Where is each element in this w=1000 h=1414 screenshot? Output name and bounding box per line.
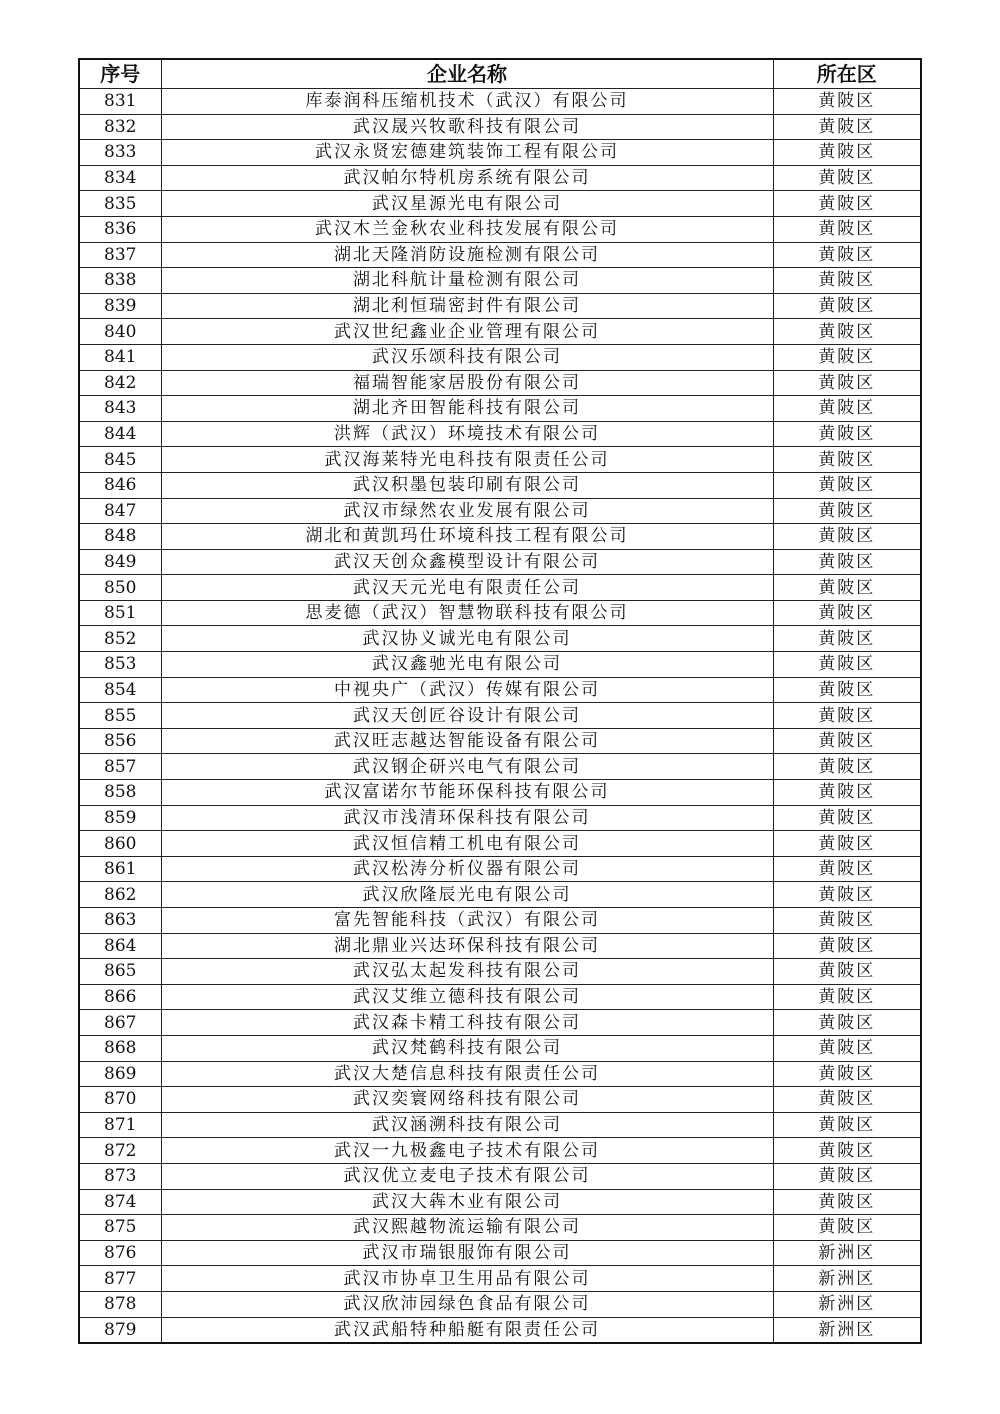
cell-district: 黄陂区 [773, 575, 921, 601]
table-row [79, 370, 921, 396]
cell-no: 850 [79, 575, 161, 601]
cell-no: 860 [79, 831, 161, 857]
table-row [79, 908, 921, 934]
table-row [79, 1061, 921, 1087]
cell-no: 833 [79, 140, 161, 166]
header-district: 所在区 [773, 59, 921, 89]
cell-name: 武汉市浅清环保科技有限公司 [161, 805, 773, 831]
cell-district: 黄陂区 [773, 703, 921, 729]
cell-district: 黄陂区 [773, 677, 921, 703]
cell-name: 武汉协义诚光电有限公司 [161, 626, 773, 652]
cell-district: 黄陂区 [773, 984, 921, 1010]
cell-district: 新洲区 [773, 1291, 921, 1317]
cell-district: 黄陂区 [773, 524, 921, 550]
table-row [79, 780, 921, 806]
cell-no: 851 [79, 600, 161, 626]
cell-district: 黄陂区 [773, 1061, 921, 1087]
cell-no: 853 [79, 652, 161, 678]
cell-no: 876 [79, 1240, 161, 1266]
cell-district: 黄陂区 [773, 165, 921, 191]
table-row [79, 575, 921, 601]
table-row [79, 191, 921, 217]
table-row [79, 1112, 921, 1138]
cell-district: 黄陂区 [773, 293, 921, 319]
table-body [79, 89, 921, 1344]
header-no: 序号 [79, 59, 161, 89]
cell-name: 思麦德（武汉）智慧物联科技有限公司 [161, 600, 773, 626]
cell-name: 武汉大楚信息科技有限责任公司 [161, 1061, 773, 1087]
table-row [79, 600, 921, 626]
cell-name: 武汉奕寰网络科技有限公司 [161, 1087, 773, 1113]
table-row [79, 242, 921, 268]
cell-no: 857 [79, 754, 161, 780]
cell-district: 新洲区 [773, 1317, 921, 1343]
table-row [79, 626, 921, 652]
cell-name: 武汉大犇木业有限公司 [161, 1189, 773, 1215]
cell-name: 武汉永贤宏德建筑装饰工程有限公司 [161, 140, 773, 166]
table-row [79, 1189, 921, 1215]
cell-name: 武汉梵鹤科技有限公司 [161, 1035, 773, 1061]
cell-district: 黄陂区 [773, 319, 921, 345]
table-row [79, 1266, 921, 1292]
table-row [79, 344, 921, 370]
cell-no: 856 [79, 728, 161, 754]
cell-district: 黄陂区 [773, 216, 921, 242]
cell-name: 武汉市协卓卫生用品有限公司 [161, 1266, 773, 1292]
cell-name: 武汉海莱特光电科技有限责任公司 [161, 447, 773, 473]
cell-name: 武汉优立麦电子技术有限公司 [161, 1163, 773, 1189]
cell-district: 黄陂区 [773, 1215, 921, 1241]
cell-name: 武汉熙越物流运输有限公司 [161, 1215, 773, 1241]
table-row [79, 1215, 921, 1241]
cell-district: 黄陂区 [773, 754, 921, 780]
table-row [79, 1138, 921, 1164]
cell-no: 873 [79, 1163, 161, 1189]
cell-name: 富先智能科技（武汉）有限公司 [161, 908, 773, 934]
cell-name: 库泰润科压缩机技术（武汉）有限公司 [161, 89, 773, 115]
cell-name: 武汉市绿然农业发展有限公司 [161, 498, 773, 524]
cell-no: 878 [79, 1291, 161, 1317]
cell-name: 中视央广（武汉）传媒有限公司 [161, 677, 773, 703]
table-row [79, 1291, 921, 1317]
cell-name: 武汉世纪鑫业企业管理有限公司 [161, 319, 773, 345]
cell-name: 武汉天创众鑫模型设计有限公司 [161, 549, 773, 575]
cell-name: 武汉武船特种船艇有限责任公司 [161, 1317, 773, 1343]
cell-district: 黄陂区 [773, 191, 921, 217]
cell-name: 武汉一九极鑫电子技术有限公司 [161, 1138, 773, 1164]
table-row [79, 754, 921, 780]
cell-no: 846 [79, 472, 161, 498]
cell-district: 黄陂区 [773, 600, 921, 626]
cell-no: 864 [79, 933, 161, 959]
table-row [79, 524, 921, 550]
cell-no: 861 [79, 856, 161, 882]
cell-no: 870 [79, 1087, 161, 1113]
header-name: 企业名称 [161, 59, 773, 89]
cell-name: 湖北科航计量检测有限公司 [161, 268, 773, 294]
cell-district: 黄陂区 [773, 831, 921, 857]
cell-district: 新洲区 [773, 1266, 921, 1292]
cell-district: 黄陂区 [773, 805, 921, 831]
cell-district: 黄陂区 [773, 140, 921, 166]
cell-no: 836 [79, 216, 161, 242]
cell-no: 844 [79, 421, 161, 447]
cell-no: 849 [79, 549, 161, 575]
cell-district: 黄陂区 [773, 1035, 921, 1061]
enterprise-table [78, 58, 922, 1344]
cell-no: 877 [79, 1266, 161, 1292]
cell-no: 845 [79, 447, 161, 473]
cell-name: 湖北齐田智能科技有限公司 [161, 396, 773, 422]
cell-district: 黄陂区 [773, 1112, 921, 1138]
table-row [79, 472, 921, 498]
cell-no: 866 [79, 984, 161, 1010]
table-row [79, 1163, 921, 1189]
cell-district: 黄陂区 [773, 1087, 921, 1113]
cell-district: 黄陂区 [773, 447, 921, 473]
cell-district: 黄陂区 [773, 114, 921, 140]
cell-name: 武汉乐颂科技有限公司 [161, 344, 773, 370]
cell-district: 黄陂区 [773, 652, 921, 678]
table-row [79, 652, 921, 678]
cell-district: 黄陂区 [773, 396, 921, 422]
table-row [79, 856, 921, 882]
table-header [79, 59, 921, 89]
cell-district: 黄陂区 [773, 728, 921, 754]
cell-name: 武汉弘太起发科技有限公司 [161, 959, 773, 985]
cell-no: 868 [79, 1035, 161, 1061]
cell-name: 武汉积墨包装印刷有限公司 [161, 472, 773, 498]
cell-name: 武汉欣隆辰光电有限公司 [161, 882, 773, 908]
table-row [79, 216, 921, 242]
cell-district: 黄陂区 [773, 908, 921, 934]
cell-no: 852 [79, 626, 161, 652]
cell-no: 838 [79, 268, 161, 294]
cell-no: 848 [79, 524, 161, 550]
cell-name: 武汉木兰金秋农业科技发展有限公司 [161, 216, 773, 242]
cell-district: 黄陂区 [773, 1138, 921, 1164]
cell-name: 武汉涵溯科技有限公司 [161, 1112, 773, 1138]
cell-no: 831 [79, 89, 161, 115]
cell-no: 867 [79, 1010, 161, 1036]
cell-no: 855 [79, 703, 161, 729]
cell-name: 洪辉（武汉）环境技术有限公司 [161, 421, 773, 447]
cell-name: 湖北和黄凯玛仕环境科技工程有限公司 [161, 524, 773, 550]
cell-district: 黄陂区 [773, 1189, 921, 1215]
cell-name: 武汉富诺尔节能环保科技有限公司 [161, 780, 773, 806]
cell-name: 武汉鑫驰光电有限公司 [161, 652, 773, 678]
cell-no: 875 [79, 1215, 161, 1241]
table-row [79, 831, 921, 857]
cell-district: 黄陂区 [773, 89, 921, 115]
table-row [79, 421, 921, 447]
cell-name: 湖北天隆消防设施检测有限公司 [161, 242, 773, 268]
cell-district: 黄陂区 [773, 549, 921, 575]
table-row [79, 114, 921, 140]
table-row [79, 959, 921, 985]
cell-no: 863 [79, 908, 161, 934]
cell-district: 黄陂区 [773, 933, 921, 959]
cell-name: 武汉天创匠谷设计有限公司 [161, 703, 773, 729]
cell-district: 黄陂区 [773, 370, 921, 396]
cell-no: 859 [79, 805, 161, 831]
table-row [79, 140, 921, 166]
cell-no: 847 [79, 498, 161, 524]
table-row [79, 89, 921, 115]
table-row [79, 165, 921, 191]
cell-name: 湖北鼎业兴达环保科技有限公司 [161, 933, 773, 959]
cell-no: 874 [79, 1189, 161, 1215]
cell-no: 835 [79, 191, 161, 217]
cell-district: 黄陂区 [773, 421, 921, 447]
cell-no: 837 [79, 242, 161, 268]
table-row [79, 319, 921, 345]
cell-no: 871 [79, 1112, 161, 1138]
table-row [79, 1317, 921, 1343]
cell-district: 黄陂区 [773, 856, 921, 882]
cell-no: 869 [79, 1061, 161, 1087]
cell-district: 黄陂区 [773, 242, 921, 268]
cell-no: 879 [79, 1317, 161, 1343]
table-row [79, 396, 921, 422]
cell-name: 武汉旺志越达智能设备有限公司 [161, 728, 773, 754]
cell-name: 武汉欣沛园绿色食品有限公司 [161, 1291, 773, 1317]
table-row [79, 1010, 921, 1036]
header-row [79, 59, 921, 89]
cell-no: 872 [79, 1138, 161, 1164]
table-row [79, 447, 921, 473]
table-row [79, 549, 921, 575]
cell-no: 842 [79, 370, 161, 396]
cell-name: 福瑞智能家居股份有限公司 [161, 370, 773, 396]
cell-district: 黄陂区 [773, 344, 921, 370]
cell-district: 新洲区 [773, 1240, 921, 1266]
cell-district: 黄陂区 [773, 498, 921, 524]
cell-no: 834 [79, 165, 161, 191]
cell-name: 武汉晟兴牧歌科技有限公司 [161, 114, 773, 140]
cell-name: 武汉市瑞银服饰有限公司 [161, 1240, 773, 1266]
cell-no: 858 [79, 780, 161, 806]
cell-name: 武汉帕尔特机房系统有限公司 [161, 165, 773, 191]
table-row [79, 728, 921, 754]
table-row [79, 293, 921, 319]
cell-no: 862 [79, 882, 161, 908]
cell-name: 武汉松涛分析仪器有限公司 [161, 856, 773, 882]
table-row [79, 498, 921, 524]
cell-name: 武汉森卡精工科技有限公司 [161, 1010, 773, 1036]
cell-district: 黄陂区 [773, 626, 921, 652]
cell-district: 黄陂区 [773, 472, 921, 498]
table-row [79, 703, 921, 729]
cell-name: 武汉钢企研兴电气有限公司 [161, 754, 773, 780]
cell-district: 黄陂区 [773, 1163, 921, 1189]
table-row [79, 1240, 921, 1266]
cell-district: 黄陂区 [773, 882, 921, 908]
cell-no: 839 [79, 293, 161, 319]
cell-name: 武汉艾维立德科技有限公司 [161, 984, 773, 1010]
cell-no: 843 [79, 396, 161, 422]
cell-name: 湖北利恒瑞密封件有限公司 [161, 293, 773, 319]
cell-district: 黄陂区 [773, 1010, 921, 1036]
cell-name: 武汉天元光电有限责任公司 [161, 575, 773, 601]
cell-no: 841 [79, 344, 161, 370]
cell-no: 854 [79, 677, 161, 703]
table-row [79, 677, 921, 703]
table-row [79, 933, 921, 959]
table-row [79, 984, 921, 1010]
cell-no: 865 [79, 959, 161, 985]
cell-name: 武汉恒信精工机电有限公司 [161, 831, 773, 857]
cell-district: 黄陂区 [773, 268, 921, 294]
table-row [79, 1035, 921, 1061]
table-row [79, 268, 921, 294]
table-row [79, 882, 921, 908]
cell-name: 武汉星源光电有限公司 [161, 191, 773, 217]
table-row [79, 805, 921, 831]
table-row [79, 1087, 921, 1113]
cell-no: 840 [79, 319, 161, 345]
cell-district: 黄陂区 [773, 959, 921, 985]
cell-district: 黄陂区 [773, 780, 921, 806]
cell-no: 832 [79, 114, 161, 140]
